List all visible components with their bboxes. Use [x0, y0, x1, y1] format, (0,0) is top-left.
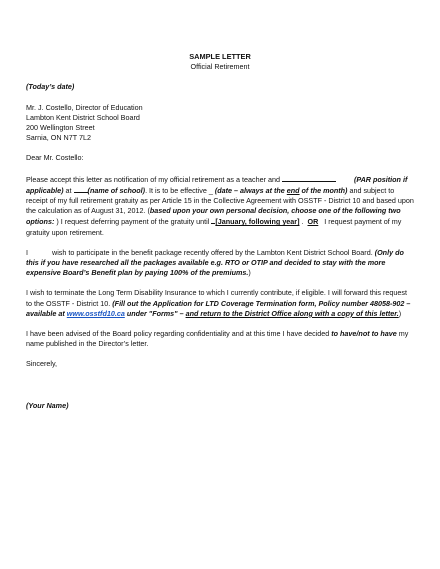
- have-not-have-note: to have/not to have: [331, 329, 397, 339]
- date-note: (date – always at the: [214, 185, 285, 195]
- text-span: and subject to receipt of my full retirement gratuity as per Article 15 in the Collective Agreement with OSSTF - District 10 and based upon the calculation as of August 31, 2012. (: [26, 185, 414, 216]
- ltd-form-note: (Fill out the Application for LTD Coverage Termination form, Policy number 48058-902 – available at: [26, 298, 411, 318]
- text-span: I request payment of my gratuity upon retirement.: [26, 217, 402, 237]
- text-span: I have been advised of the Board policy regarding confidentiality and at this time I have decided: [26, 329, 330, 339]
- recipient-line: Sarnia, ON N7T 7L2: [26, 133, 91, 143]
- blank-line: [282, 174, 336, 182]
- text-span: at: [65, 185, 72, 195]
- par-position-note: (PAR position if applicable): [26, 174, 408, 195]
- recipient-line: Lambton Kent District School Board: [26, 112, 140, 122]
- recipient-address: [26, 103, 414, 144]
- text-span: . It is to be effective _: [145, 185, 213, 195]
- january-note: [January, following year]: [215, 217, 300, 227]
- text-span: wish to participate in the benefit package recently offered by the Lambton Kent District School Board.: [52, 247, 373, 257]
- osstf-link[interactable]: www.osstfd10.ca: [66, 308, 125, 318]
- return-note: and return to the District Office along with a copy of this letter.: [185, 308, 399, 318]
- of-month-note: of the month): [301, 185, 348, 195]
- school-name-note: (name of school): [87, 185, 146, 195]
- date-placeholder: (Today’s date): [26, 82, 75, 92]
- text-span: my name published in the Director’s letter.: [26, 329, 409, 349]
- text-span: I: [26, 247, 28, 257]
- text-span: Please accept this letter as notification of my official retirement as a teacher and: [26, 174, 280, 184]
- closing: Sincerely,: [26, 359, 58, 369]
- text-span: ) I request deferring payment of the gratuity until: [56, 217, 210, 227]
- letter-subtitle: Official Retirement: [190, 62, 250, 72]
- or-note: OR: [307, 217, 319, 227]
- letter-title: SAMPLE LETTER: [189, 52, 251, 61]
- name-placeholder: (Your Name): [26, 400, 69, 410]
- benefits-note: (Only do this if you have researched all the packages available e.g. RTO or OTIP and decided to stay with the more expensive Board’s Benefit plan by paying 100% of the premiums.: [26, 247, 404, 278]
- paragraph-retirement: Please accept this letter as notification of my official retirement as a teacher and (PAR position if applicable) at (name of school). It is to be effective _ (date – always at the end of the month) and subject to receipt of my full retirement gratuity as per Article 15 in the Collective Agreement with OSSTF - District 10 and based upon the calculation as of August 31, 2012. (based upon your own personal decision, choose one of the following two options: ) I request deferring payment of the gratuity until [January, following year] . OR I request payment of my gratuity upon retirement.: [26, 174, 414, 237]
- choose-option-note: based upon your own personal decision, choose one of the following two options:: [26, 206, 401, 227]
- recipient-line: 200 Wellington Street: [26, 123, 95, 133]
- recipient-line: Mr. J. Costello, Director of Education: [26, 102, 143, 112]
- text-span: ): [398, 308, 402, 318]
- forms-note: under "Forms" –: [126, 308, 184, 318]
- salutation: Dear Mr. Costello:: [26, 153, 84, 163]
- paragraph-benefits: [26, 248, 414, 279]
- end-note: end: [286, 185, 300, 195]
- blank-line: [74, 185, 88, 193]
- text-span: I wish to terminate the Long Term Disability Insurance to which I currently contribute, if eligible. I will forward this request to the OSSTF - District 10.: [26, 288, 407, 308]
- text-span: ): [248, 268, 251, 278]
- paragraph-confidentiality: [26, 329, 414, 349]
- paragraph-ltd: [26, 288, 414, 319]
